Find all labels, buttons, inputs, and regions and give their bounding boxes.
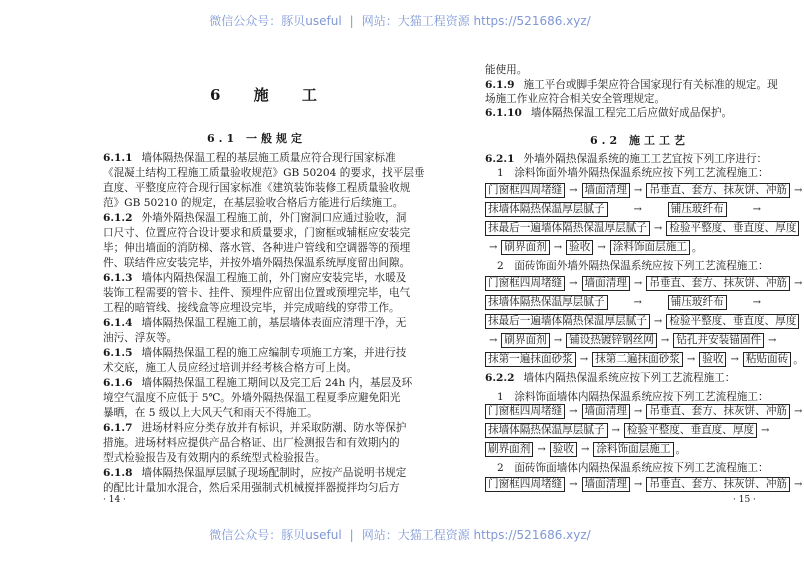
flow-row — [485, 477, 803, 492]
flow-step-box: 抹墙体隔热保温厚层腻子 — [485, 295, 608, 310]
clause-number: 6.2.2 — [485, 372, 515, 384]
page-number-left: · 14 · — [103, 495, 126, 505]
flow-row — [485, 352, 804, 367]
watermark-website[interactable]: 网站：大猫工程资源 https://521686.xyz/ — [361, 528, 591, 542]
chapter-title: 6 施 工 — [210, 86, 331, 104]
paragraph-line — [497, 259, 769, 273]
paragraph-line — [103, 151, 396, 165]
arrow-icon: → — [579, 354, 589, 365]
arrow-icon: → — [633, 204, 642, 215]
flow-step-box: 抹第一遍抹面砂浆 — [485, 352, 576, 367]
clause-text: 墙体内隔热保温系统应按下列工艺流程施工： — [523, 372, 736, 384]
section-title-6-2: 6.2 施工工艺 — [590, 134, 689, 147]
paragraph-line — [485, 78, 778, 92]
arrow-icon: → — [730, 354, 739, 365]
clause-text: 墙体内隔热保温工程施工前，外门窗应安装完毕，水暖及 — [141, 272, 407, 284]
clause-text: 2 面砖饰面外墙外隔热保温系统应按下列工艺流程施工： — [497, 260, 769, 272]
clause-text: 进场材料应分类存放并有标识，并采取防潮、防水等保护 — [141, 422, 407, 434]
clause-text: 直度、平整度应符合现行国家标准《建筑装饰装修工程质量验收规 — [103, 182, 411, 194]
period: 。 — [691, 242, 703, 254]
flow-row — [485, 333, 777, 348]
paragraph-line — [103, 316, 407, 330]
flow-step-box: 墙面清理 — [582, 477, 630, 492]
arrow-icon: → — [752, 204, 761, 215]
flow-step-box: 刷界面剂 — [485, 442, 533, 457]
flow-step-box: 涂料饰面层施工 — [593, 442, 673, 457]
flow-step-box: 涂料饰面层施工 — [610, 240, 690, 255]
clause-text: 墙体隔热保温工程施工前，基层墙体表面应清理干净，无 — [141, 317, 407, 329]
flow-row — [485, 295, 765, 310]
paragraph-line — [103, 271, 407, 285]
arrow-icon: → — [633, 278, 643, 289]
arrow-icon: → — [633, 185, 643, 196]
paragraph-line — [103, 211, 407, 225]
watermark-divider: | — [349, 528, 354, 542]
clause-text: 墙体隔热保温工程的基层施工质量应符合现行国家标准 — [141, 152, 396, 164]
paragraph-line — [485, 63, 765, 77]
paragraph-line — [103, 196, 404, 210]
arrow-icon: → — [653, 223, 663, 234]
arrow-icon: → — [633, 479, 643, 490]
arrow-icon: → — [794, 406, 803, 417]
watermark-bottom — [0, 526, 800, 543]
clause-text: 能使用。 — [485, 64, 528, 76]
flow-step-box: 抹墙体隔热保温厚层腻子 — [485, 202, 608, 217]
clause-number: 6.1.2 — [103, 212, 133, 224]
clause-text: 装饰工程需要的管卡、挂件、预埋件应留出位置或预埋完毕，电气 — [103, 287, 411, 299]
clause-number: 6.2.1 — [485, 153, 515, 165]
flow-step-box: 墙面清理 — [582, 404, 630, 419]
paragraph-line — [103, 301, 400, 315]
paragraph-line — [103, 466, 407, 480]
flow-step-box: 验收 — [699, 352, 726, 367]
flow-step-box: 门窗框四周堵缝 — [485, 183, 565, 198]
arrow-icon: → — [569, 185, 578, 196]
flow-step-box: 铺压玻纤布 — [668, 295, 727, 310]
paragraph-line — [497, 390, 769, 404]
flow-row — [485, 183, 803, 198]
clause-number: 6.1.6 — [103, 377, 133, 389]
flow-row — [485, 202, 765, 217]
page-number-right: · 15 · — [733, 495, 756, 505]
clause-text: 2 面砖饰面墙体内隔热保温系统应按下列工艺流程施工： — [497, 462, 769, 474]
paragraph-line — [103, 286, 411, 300]
clause-text: 油污、浮灰等。 — [103, 332, 178, 344]
clause-number: 6.1.10 — [485, 107, 522, 119]
clause-number: 6.1.8 — [103, 467, 133, 479]
paragraph-line — [485, 152, 768, 166]
paragraph-line — [103, 346, 407, 360]
clause-text: 《混凝土结构工程施工质量验收规范》GB 50204 的要求，找平层垂 — [103, 167, 425, 179]
arrow-icon: → — [761, 425, 770, 436]
flow-step-box: 门窗框四周堵缝 — [485, 276, 565, 291]
clause-text: 墙体隔热保温工程完工后应做好成品保护。 — [530, 107, 733, 119]
watermark-divider: | — [349, 14, 354, 28]
flow-step-box: 刷界面剂 — [501, 240, 549, 255]
arrow-icon: → — [553, 335, 563, 346]
paragraph-line — [103, 226, 411, 240]
arrow-icon: → — [794, 278, 803, 289]
flow-step-box: 墙面清理 — [582, 183, 630, 198]
arrow-icon: → — [611, 425, 620, 436]
arrow-icon: → — [794, 479, 803, 490]
arrow-icon: → — [580, 444, 590, 455]
clause-text: 施工平台或脚手架应符合国家现行有关标准的规定。现 — [523, 79, 778, 91]
paragraph-line — [103, 421, 407, 435]
clause-text: 范》GB 50210 的规定，在基层验收合格后方能进行后续施工。 — [103, 197, 404, 209]
arrow-icon: → — [569, 278, 578, 289]
flow-step-box: 吊垂直、套方、抹灰饼、冲筋 — [646, 477, 790, 492]
clause-text: 术交底，施工人员应经过培训并经考核合格方可上岗。 — [103, 362, 358, 374]
flow-step-box: 铺设热镀锌钢丝网 — [566, 333, 657, 348]
flow-row — [485, 423, 770, 438]
paragraph-line — [103, 451, 386, 465]
flow-step-box: 抹墙体隔热保温厚层腻子 — [485, 423, 608, 438]
clause-number: 6.1.9 — [485, 79, 515, 91]
clause-number: 6.1.1 — [103, 152, 133, 164]
paragraph-line — [103, 181, 411, 195]
clause-text: 工程的暗管线、接线盒等应埋设完毕，并完成暗线的穿带工作。 — [103, 302, 400, 314]
clause-text: 毕；伸出墙面的消防梯、落水管、各种进户管线和空调器等的预埋 — [103, 242, 411, 254]
paragraph-line — [103, 406, 386, 420]
paragraph-line — [485, 106, 765, 120]
flow-row — [485, 314, 799, 329]
period: 。 — [793, 354, 804, 366]
arrow-icon: → — [633, 406, 643, 417]
clause-number: 6.1.3 — [103, 272, 133, 284]
flow-step-box: 门窗框四周堵缝 — [485, 477, 565, 492]
arrow-icon: → — [686, 354, 696, 365]
clause-number: 6.1.4 — [103, 317, 133, 329]
clause-text: 件、联结件应安装完毕，并按外墙外隔热保温系统厚度留出间隙。 — [103, 257, 411, 269]
clause-text: 墙体隔热保温厚层腻子现场配制时，应按产品说明书规定 — [141, 467, 407, 479]
clause-text: 口尺寸、位置应符合设计要求和质量要求，门窗框或辅框应安装完 — [103, 227, 411, 239]
flow-step-box: 验收 — [566, 240, 593, 255]
paragraph-line — [103, 376, 413, 390]
paragraph-line — [497, 461, 769, 475]
paragraph-line — [103, 256, 411, 270]
flow-step-box: 墙面清理 — [582, 276, 630, 291]
clause-number: 6.1.5 — [103, 347, 133, 359]
clause-text: 墙体隔热保温工程施工期间以及完工后 24h 内，基层及环 — [141, 377, 413, 389]
clause-text: 场施工作业应符合相关安全管理规定。 — [485, 93, 666, 105]
flow-step-box: 粘贴面砖 — [743, 352, 791, 367]
paragraph-line — [103, 331, 386, 345]
paragraph-line — [103, 481, 400, 495]
arrow-icon: → — [553, 242, 563, 253]
flow-step-box: 验收 — [550, 442, 577, 457]
arrow-icon: → — [752, 297, 761, 308]
period: 。 — [675, 444, 687, 456]
flow-step-box: 钻孔并安装锚固件 — [673, 333, 764, 348]
paragraph-line — [103, 241, 411, 255]
arrow-icon: → — [794, 185, 803, 196]
clause-text: 措施。进场材料应提供产品合格证、出厂检测报告和有效期内的 — [103, 437, 400, 449]
clause-text: 境空气温度不应低于 5℃。外墙外隔热保温工程夏季应避免阳光 — [103, 392, 401, 404]
flow-row — [485, 276, 803, 291]
section-title-6-1: 6.1 一般规定 — [207, 132, 306, 145]
flow-step-box: 铺压玻纤布 — [668, 202, 727, 217]
clause-text: 墙体隔热保温工程的施工应编制专项施工方案，并进行技 — [141, 347, 407, 359]
flow-step-box: 抹第二遍抹面砂浆 — [592, 352, 683, 367]
watermark-wechat: 微信公众号：豚贝useful — [209, 14, 342, 28]
flow-step-box: 吊垂直、套方、抹灰饼、冲筋 — [646, 276, 790, 291]
flow-step-box: 门窗框四周堵缝 — [485, 404, 565, 419]
watermark-website[interactable]: 网站：大猫工程资源 https://521686.xyz/ — [361, 14, 591, 28]
arrow-icon: → — [489, 242, 498, 253]
flow-row — [485, 404, 803, 419]
arrow-icon: → — [653, 316, 663, 327]
arrow-icon: → — [660, 335, 670, 346]
flow-step-box: 抹最后一遍墙体隔热保温厚层腻子 — [485, 221, 650, 236]
clause-text: 外墙外隔热保温工程施工前，外门窗洞口应通过验收，洞 — [141, 212, 407, 224]
flow-row — [485, 240, 702, 255]
paragraph-line — [103, 166, 425, 180]
clause-text: 外墙外隔热保温系统的施工工艺宜按下列工序进行： — [523, 153, 768, 165]
flow-step-box: 吊垂直、套方、抹灰饼、冲筋 — [646, 183, 790, 198]
paragraph-line — [485, 371, 765, 385]
paragraph-line — [497, 166, 769, 180]
clause-text: 1 涂料饰面墙体内隔热保温系统应按下列工艺流程施工： — [497, 391, 769, 403]
clause-number: 6.1.7 — [103, 422, 133, 434]
clause-text: 的配比计量加水混合，然后采用强制式机械搅拌器搅拌均匀后方 — [103, 482, 400, 494]
arrow-icon: → — [768, 335, 777, 346]
flow-step-box: 吊垂直、套方、抹灰饼、冲筋 — [646, 404, 790, 419]
clause-text: 暴晒，在 5 级以上大风天气和雨天不得施工。 — [103, 407, 318, 419]
arrow-icon: → — [569, 406, 578, 417]
arrow-icon: → — [489, 335, 498, 346]
flow-step-box: 抹最后一遍墙体隔热保温厚层腻子 — [485, 314, 650, 329]
flow-step-box: 检验平整度、垂直度、厚度 — [624, 423, 757, 438]
flow-step-box: 检验平整度、垂直度、厚度 — [666, 221, 799, 236]
watermark-top — [0, 12, 800, 29]
paragraph-line — [103, 361, 386, 375]
arrow-icon: → — [537, 444, 546, 455]
flow-row — [485, 442, 686, 457]
paragraph-line — [103, 391, 401, 405]
arrow-icon: → — [633, 297, 642, 308]
arrow-icon: → — [597, 242, 606, 253]
paragraph-line — [103, 436, 400, 450]
flow-step-box: 刷界面剂 — [501, 333, 549, 348]
arrow-icon: → — [569, 479, 578, 490]
flow-row — [485, 221, 799, 236]
clause-text: 型式检验报告及有效期内的系统型式检验报告。 — [103, 452, 326, 464]
flow-step-box: 检验平整度、垂直度、厚度 — [666, 314, 799, 329]
paragraph-line — [485, 92, 765, 106]
clause-text: 1 涂料饰面外墙外隔热保温系统应按下列工艺流程施工： — [497, 167, 769, 179]
watermark-wechat: 微信公众号：豚贝useful — [209, 528, 342, 542]
